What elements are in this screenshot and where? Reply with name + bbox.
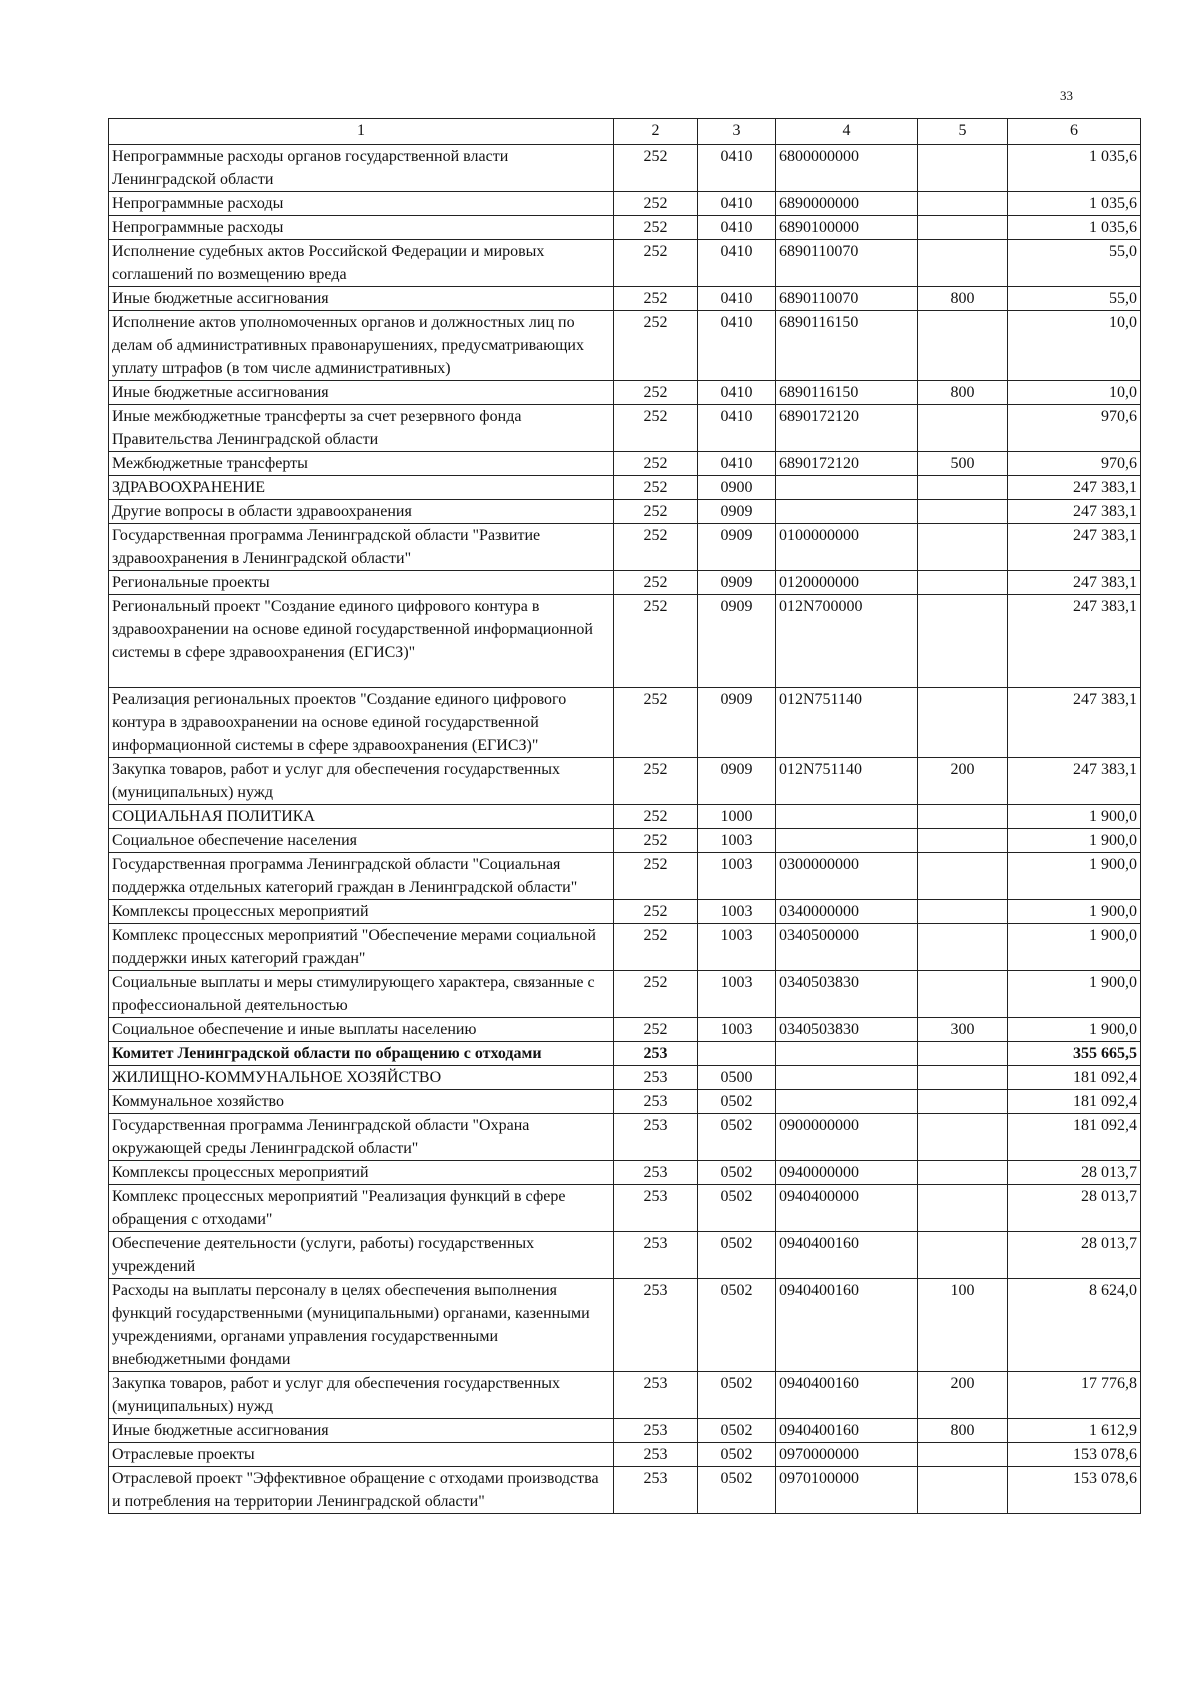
row-amount-cell: 153 078,6 (1008, 1467, 1141, 1514)
row-col2-cell: 252 (614, 1018, 698, 1042)
row-name-cell: Непрограммные расходы (109, 216, 614, 240)
row-amount-cell: 1 900,0 (1008, 805, 1141, 829)
row-amount-cell: 181 092,4 (1008, 1090, 1141, 1114)
row-name-cell: Непрограммные расходы (109, 192, 614, 216)
row-col2-cell: 252 (614, 805, 698, 829)
table-row (109, 192, 1141, 216)
row-col4-cell: 6800000000 (776, 145, 918, 192)
table-row (109, 1042, 1141, 1066)
row-col3-cell: 0502 (698, 1232, 776, 1279)
row-amount-cell: 1 035,6 (1008, 216, 1141, 240)
table-row (109, 1018, 1141, 1042)
row-name-cell: Иные бюджетные ассигнования (109, 287, 614, 311)
row-name-cell: Закупка товаров, работ и услуг для обеспечения государственных (муниципальных) нужд (109, 758, 614, 805)
row-amount-cell: 1 900,0 (1008, 853, 1141, 900)
row-col4-cell: 012N751140 (776, 758, 918, 805)
row-col3-cell: 0502 (698, 1090, 776, 1114)
row-amount-cell: 247 383,1 (1008, 758, 1141, 805)
row-col5-cell: 800 (918, 1419, 1008, 1443)
row-col4-cell (776, 1066, 918, 1090)
row-col3-cell: 1000 (698, 805, 776, 829)
row-col2-cell: 252 (614, 405, 698, 452)
row-amount-cell: 247 383,1 (1008, 524, 1141, 571)
row-col5-cell (918, 688, 1008, 758)
row-col3-cell: 0502 (698, 1372, 776, 1419)
row-name-cell: Коммунальное хозяйство (109, 1090, 614, 1114)
table-row (109, 1372, 1141, 1419)
row-name-cell: Комплексы процессных мероприятий (109, 900, 614, 924)
table-row (109, 1090, 1141, 1114)
row-col5-cell: 200 (918, 1372, 1008, 1419)
row-amount-cell: 247 383,1 (1008, 476, 1141, 500)
row-col5-cell (918, 1066, 1008, 1090)
row-col2-cell: 252 (614, 145, 698, 192)
row-col2-cell: 252 (614, 524, 698, 571)
row-name-cell: Исполнение судебных актов Российской Федерации и мировых соглашений по возмещению вреда (109, 240, 614, 287)
table-row (109, 381, 1141, 405)
row-name-cell: Иные бюджетные ассигнования (109, 381, 614, 405)
row-name-cell: ЗДРАВООХРАНЕНИЕ (109, 476, 614, 500)
row-col3-cell: 0502 (698, 1443, 776, 1467)
row-amount-cell: 355 665,5 (1008, 1042, 1141, 1066)
table-row (109, 829, 1141, 853)
row-col4-cell: 0340500000 (776, 924, 918, 971)
row-name-cell: Комитет Ленинградской области по обращению с отходами (109, 1042, 614, 1066)
row-amount-cell: 247 383,1 (1008, 500, 1141, 524)
row-col2-cell: 252 (614, 452, 698, 476)
row-amount-cell: 10,0 (1008, 311, 1141, 381)
row-amount-cell: 1 900,0 (1008, 924, 1141, 971)
row-col4-cell: 6890110070 (776, 240, 918, 287)
row-name-cell: СОЦИАЛЬНАЯ ПОЛИТИКА (109, 805, 614, 829)
row-name-cell: Отраслевой проект "Эффективное обращение с отходами производства и потребления на территории Ленинградской области" (109, 1467, 614, 1514)
row-amount-cell: 1 035,6 (1008, 192, 1141, 216)
table-row (109, 1161, 1141, 1185)
row-col2-cell: 252 (614, 900, 698, 924)
row-col4-cell: 0970100000 (776, 1467, 918, 1514)
row-col2-cell: 252 (614, 758, 698, 805)
row-col4-cell: 0940400160 (776, 1279, 918, 1372)
row-col3-cell: 0410 (698, 216, 776, 240)
header-col-6: 6 (1008, 119, 1141, 145)
row-col3-cell: 0909 (698, 595, 776, 688)
row-col4-cell: 0340000000 (776, 900, 918, 924)
row-amount-cell: 17 776,8 (1008, 1372, 1141, 1419)
row-name-cell: Расходы на выплаты персоналу в целях обеспечения выполнения функций государственными (муниципальными) органами, казенными учреждениями, органами управления государственными внебюджетными фондами (109, 1279, 614, 1372)
table-row (109, 1114, 1141, 1161)
table-row (109, 900, 1141, 924)
header-col-2: 2 (614, 119, 698, 145)
row-amount-cell: 28 013,7 (1008, 1232, 1141, 1279)
row-col5-cell: 300 (918, 1018, 1008, 1042)
row-col3-cell: 0502 (698, 1279, 776, 1372)
row-col4-cell: 6890000000 (776, 192, 918, 216)
row-col4-cell: 012N700000 (776, 595, 918, 688)
row-col2-cell: 253 (614, 1161, 698, 1185)
row-col5-cell (918, 1114, 1008, 1161)
row-col4-cell: 0970000000 (776, 1443, 918, 1467)
row-col5-cell (918, 240, 1008, 287)
row-name-cell: Государственная программа Ленинградской области "Развитие здравоохранения в Ленинградской области" (109, 524, 614, 571)
row-col5-cell (918, 1042, 1008, 1066)
row-col4-cell: 0940400160 (776, 1232, 918, 1279)
row-col4-cell: 0940400160 (776, 1419, 918, 1443)
row-col4-cell (776, 500, 918, 524)
table-header-row (109, 119, 1141, 145)
row-amount-cell: 970,6 (1008, 452, 1141, 476)
row-col2-cell: 253 (614, 1042, 698, 1066)
table-row (109, 145, 1141, 192)
row-name-cell: Социальное обеспечение и иные выплаты населению (109, 1018, 614, 1042)
row-col2-cell: 252 (614, 853, 698, 900)
row-amount-cell: 10,0 (1008, 381, 1141, 405)
row-col4-cell (776, 476, 918, 500)
row-col2-cell: 253 (614, 1114, 698, 1161)
row-col2-cell: 252 (614, 500, 698, 524)
row-col4-cell: 0100000000 (776, 524, 918, 571)
table-row (109, 805, 1141, 829)
row-col4-cell (776, 1042, 918, 1066)
table-row (109, 1066, 1141, 1090)
row-col5-cell (918, 1443, 1008, 1467)
row-amount-cell: 28 013,7 (1008, 1185, 1141, 1232)
header-col-3: 3 (698, 119, 776, 145)
row-name-cell: Исполнение актов уполномоченных органов и должностных лиц по делам об административных правонарушениях, предусматривающих уплату штрафов (в том числе административных) (109, 311, 614, 381)
row-col4-cell: 6890116150 (776, 381, 918, 405)
row-col5-cell (918, 216, 1008, 240)
row-col3-cell: 0502 (698, 1161, 776, 1185)
row-col5-cell (918, 1090, 1008, 1114)
row-col5-cell (918, 1232, 1008, 1279)
row-name-cell: Региональный проект "Создание единого цифрового контура в здравоохранении на основе единой государственной информационной системы в сфере здравоохранения (ЕГИСЗ)" (109, 595, 614, 688)
row-col3-cell: 0410 (698, 381, 776, 405)
row-col5-cell (918, 500, 1008, 524)
row-col4-cell: 0900000000 (776, 1114, 918, 1161)
row-col3-cell: 0502 (698, 1114, 776, 1161)
row-col3-cell: 1003 (698, 971, 776, 1018)
budget-table (108, 118, 1141, 1514)
table-row (109, 216, 1141, 240)
table-row (109, 971, 1141, 1018)
row-amount-cell: 1 900,0 (1008, 900, 1141, 924)
row-col4-cell (776, 1090, 918, 1114)
row-col3-cell: 0909 (698, 758, 776, 805)
row-col3-cell: 0410 (698, 240, 776, 287)
row-col4-cell (776, 805, 918, 829)
row-col4-cell: 0120000000 (776, 571, 918, 595)
row-name-cell: Другие вопросы в области здравоохранения (109, 500, 614, 524)
row-name-cell: Закупка товаров, работ и услуг для обеспечения государственных (муниципальных) нужд (109, 1372, 614, 1419)
row-amount-cell: 247 383,1 (1008, 595, 1141, 688)
row-col5-cell (918, 524, 1008, 571)
table-row (109, 287, 1141, 311)
table-row (109, 1443, 1141, 1467)
header-col-1: 1 (109, 119, 614, 145)
table-row (109, 452, 1141, 476)
row-col5-cell (918, 1467, 1008, 1514)
row-col5-cell (918, 1185, 1008, 1232)
row-col5-cell: 800 (918, 287, 1008, 311)
row-col2-cell: 253 (614, 1443, 698, 1467)
row-col2-cell: 253 (614, 1467, 698, 1514)
row-name-cell: Отраслевые проекты (109, 1443, 614, 1467)
row-col5-cell: 800 (918, 381, 1008, 405)
row-col3-cell: 0500 (698, 1066, 776, 1090)
row-col3-cell (698, 1042, 776, 1066)
row-col3-cell: 0410 (698, 192, 776, 216)
row-col2-cell: 252 (614, 924, 698, 971)
row-col4-cell: 6890110070 (776, 287, 918, 311)
row-col5-cell (918, 829, 1008, 853)
row-col3-cell: 0410 (698, 287, 776, 311)
row-col5-cell (918, 595, 1008, 688)
table-row (109, 1279, 1141, 1372)
row-amount-cell: 181 092,4 (1008, 1114, 1141, 1161)
row-amount-cell: 55,0 (1008, 240, 1141, 287)
row-amount-cell: 1 900,0 (1008, 971, 1141, 1018)
row-name-cell: Реализация региональных проектов "Создание единого цифрового контура в здравоохранении на основе единой государственной информационной системы в сфере здравоохранения (ЕГИСЗ)" (109, 688, 614, 758)
row-col3-cell: 0410 (698, 452, 776, 476)
row-col4-cell: 0340503830 (776, 1018, 918, 1042)
row-col3-cell: 0900 (698, 476, 776, 500)
table-row (109, 595, 1141, 688)
table-row (109, 1467, 1141, 1514)
page-number: 33 (1060, 88, 1073, 103)
row-col3-cell: 1003 (698, 1018, 776, 1042)
row-col2-cell: 252 (614, 971, 698, 1018)
row-amount-cell: 247 383,1 (1008, 688, 1141, 758)
table-row (109, 853, 1141, 900)
table-row (109, 688, 1141, 758)
row-col3-cell: 0502 (698, 1419, 776, 1443)
table-row (109, 758, 1141, 805)
table-row (109, 1232, 1141, 1279)
row-col4-cell: 6890172120 (776, 405, 918, 452)
row-col5-cell (918, 805, 1008, 829)
row-amount-cell: 1 612,9 (1008, 1419, 1141, 1443)
row-amount-cell: 8 624,0 (1008, 1279, 1141, 1372)
row-amount-cell: 181 092,4 (1008, 1066, 1141, 1090)
row-amount-cell: 1 035,6 (1008, 145, 1141, 192)
row-col2-cell: 253 (614, 1419, 698, 1443)
row-col2-cell: 253 (614, 1090, 698, 1114)
row-name-cell: Государственная программа Ленинградской области "Социальная поддержка отдельных категорий граждан в Ленинградской области" (109, 853, 614, 900)
row-col5-cell (918, 405, 1008, 452)
row-col4-cell: 6890116150 (776, 311, 918, 381)
row-col2-cell: 252 (614, 311, 698, 381)
row-col2-cell: 253 (614, 1185, 698, 1232)
row-col5-cell (918, 1161, 1008, 1185)
row-col4-cell: 0340503830 (776, 971, 918, 1018)
table-row (109, 500, 1141, 524)
row-col3-cell: 0502 (698, 1467, 776, 1514)
row-col3-cell: 1003 (698, 924, 776, 971)
row-col4-cell: 0940000000 (776, 1161, 918, 1185)
header-col-5: 5 (918, 119, 1008, 145)
row-col2-cell: 252 (614, 829, 698, 853)
row-col5-cell (918, 145, 1008, 192)
table-row (109, 524, 1141, 571)
row-name-cell: Комплекс процессных мероприятий "Обеспечение мерами социальной поддержки иных категорий граждан" (109, 924, 614, 971)
row-col5-cell: 500 (918, 452, 1008, 476)
row-col2-cell: 252 (614, 287, 698, 311)
row-name-cell: Социальные выплаты и меры стимулирующего характера, связанные с профессиональной деятельностью (109, 971, 614, 1018)
row-name-cell: Межбюджетные трансферты (109, 452, 614, 476)
row-col5-cell: 200 (918, 758, 1008, 805)
header-col-4: 4 (776, 119, 918, 145)
table-body (109, 145, 1141, 1514)
row-col5-cell (918, 971, 1008, 1018)
row-col2-cell: 252 (614, 688, 698, 758)
row-name-cell: Комплексы процессных мероприятий (109, 1161, 614, 1185)
row-col5-cell (918, 476, 1008, 500)
row-col2-cell: 253 (614, 1372, 698, 1419)
row-amount-cell: 247 383,1 (1008, 571, 1141, 595)
row-col2-cell: 252 (614, 595, 698, 688)
row-col3-cell: 0909 (698, 571, 776, 595)
row-name-cell: ЖИЛИЩНО-КОММУНАЛЬНОЕ ХОЗЯЙСТВО (109, 1066, 614, 1090)
row-col3-cell: 1003 (698, 900, 776, 924)
table-row (109, 924, 1141, 971)
table-row (109, 405, 1141, 452)
row-col5-cell (918, 924, 1008, 971)
row-col3-cell: 0410 (698, 145, 776, 192)
row-col5-cell (918, 311, 1008, 381)
row-col5-cell (918, 192, 1008, 216)
row-col2-cell: 252 (614, 571, 698, 595)
row-name-cell: Социальное обеспечение населения (109, 829, 614, 853)
row-col2-cell: 252 (614, 476, 698, 500)
table-row (109, 1185, 1141, 1232)
row-col4-cell (776, 829, 918, 853)
row-name-cell: Иные бюджетные ассигнования (109, 1419, 614, 1443)
row-col4-cell: 6890172120 (776, 452, 918, 476)
row-amount-cell: 55,0 (1008, 287, 1141, 311)
row-amount-cell: 28 013,7 (1008, 1161, 1141, 1185)
row-col4-cell: 0300000000 (776, 853, 918, 900)
row-amount-cell: 1 900,0 (1008, 829, 1141, 853)
table-row (109, 240, 1141, 287)
row-name-cell: Непрограммные расходы органов государственной власти Ленинградской области (109, 145, 614, 192)
row-col4-cell: 6890100000 (776, 216, 918, 240)
row-col2-cell: 252 (614, 381, 698, 405)
row-name-cell: Государственная программа Ленинградской области "Охрана окружающей среды Ленинградской области" (109, 1114, 614, 1161)
row-col2-cell: 253 (614, 1066, 698, 1090)
table-row (109, 476, 1141, 500)
row-col4-cell: 012N751140 (776, 688, 918, 758)
row-col3-cell: 1003 (698, 829, 776, 853)
row-amount-cell: 153 078,6 (1008, 1443, 1141, 1467)
row-col3-cell: 0410 (698, 405, 776, 452)
row-col2-cell: 253 (614, 1279, 698, 1372)
row-col3-cell: 1003 (698, 853, 776, 900)
row-col2-cell: 252 (614, 192, 698, 216)
row-col2-cell: 252 (614, 216, 698, 240)
table-row (109, 1419, 1141, 1443)
row-name-cell: Региональные проекты (109, 571, 614, 595)
row-col3-cell: 0909 (698, 688, 776, 758)
row-col3-cell: 0909 (698, 500, 776, 524)
row-col5-cell (918, 900, 1008, 924)
row-col3-cell: 0909 (698, 524, 776, 571)
row-col3-cell: 0410 (698, 311, 776, 381)
row-amount-cell: 970,6 (1008, 405, 1141, 452)
row-col4-cell: 0940400160 (776, 1372, 918, 1419)
row-col5-cell: 100 (918, 1279, 1008, 1372)
row-col5-cell (918, 853, 1008, 900)
row-col2-cell: 252 (614, 240, 698, 287)
table-row (109, 311, 1141, 381)
row-col5-cell (918, 571, 1008, 595)
row-name-cell: Обеспечение деятельности (услуги, работы) государственных учреждений (109, 1232, 614, 1279)
row-name-cell: Комплекс процессных мероприятий "Реализация функций в сфере обращения с отходами" (109, 1185, 614, 1232)
row-col2-cell: 253 (614, 1232, 698, 1279)
row-col3-cell: 0502 (698, 1185, 776, 1232)
row-col4-cell: 0940400000 (776, 1185, 918, 1232)
row-amount-cell: 1 900,0 (1008, 1018, 1141, 1042)
row-name-cell: Иные межбюджетные трансферты за счет резервного фонда Правительства Ленинградской области (109, 405, 614, 452)
table-row (109, 571, 1141, 595)
